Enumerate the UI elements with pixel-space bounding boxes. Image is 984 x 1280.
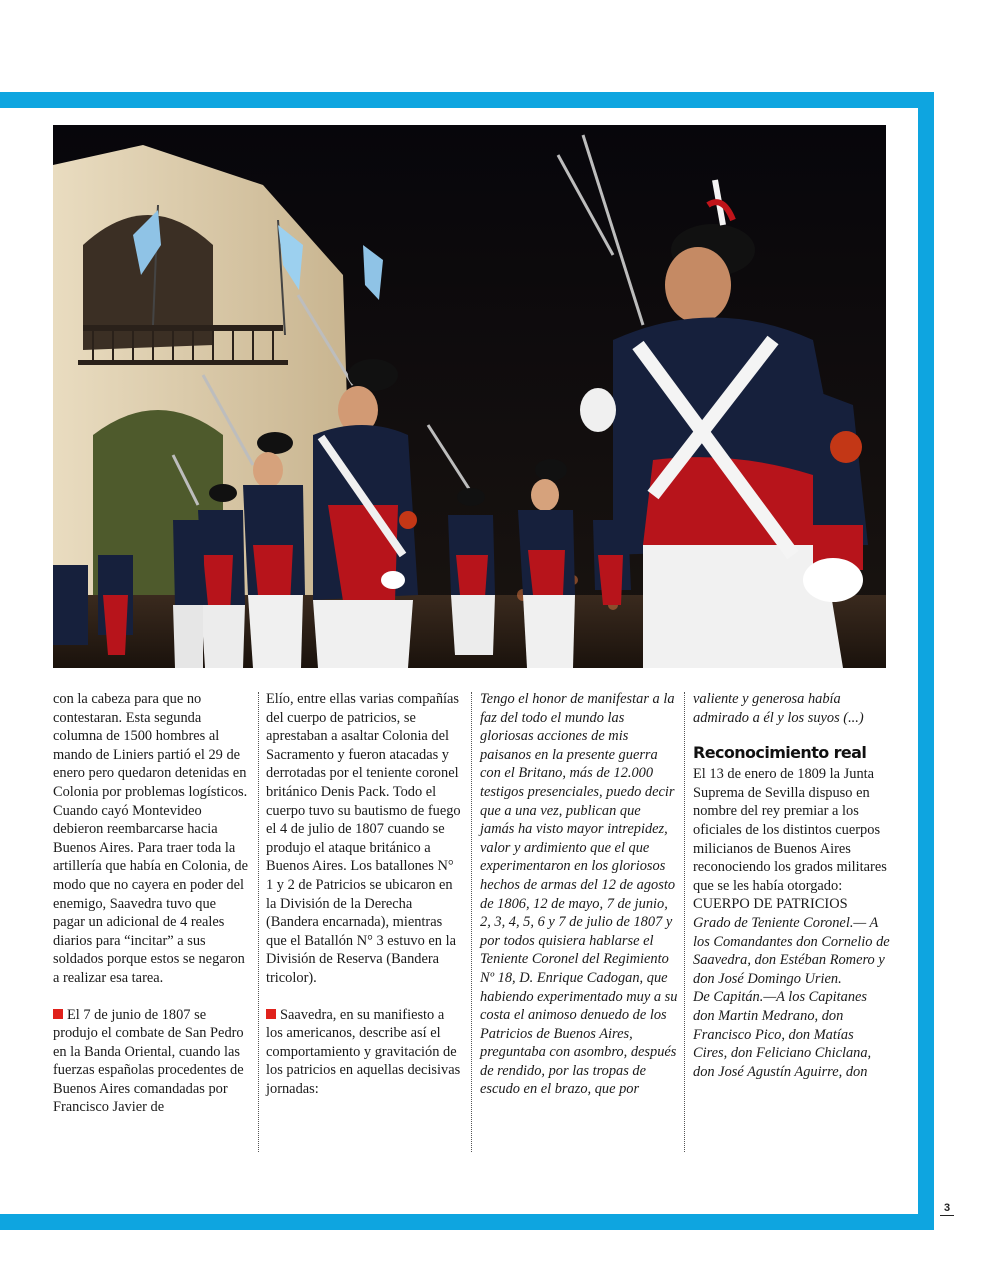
quote-paragraph: Tengo el honor de manifestar a la faz del todo el mundo las gloriosas acciones de mis paisanos en la presente guerra con el Britano, más de 12.000 testigos presenciales, puedo decir que a una vez, publican que jamás ha visto mayor intrepidez, valor y ardimiento que el que experimentaron en los gloriosos hechos de armas del 12 de agosto de 1806, 12 de mayo, 7 de junio, 2, 3, 4, 5, 6 y 7 de julio de 1807 y por todos quisiera hablarse el Teniente Coronel del Regimiento Nº 18, D. Enrique Cadogan, que habiendo experimentado muy a su costa el animoso denuedo de los Patricios de Buenos Aires, preguntaba con asombro, después de rendido, por las tropas de escudo en el brazo, que por — [480, 691, 678, 1098]
paragraph — [266, 1006, 464, 1099]
paragraph — [53, 1006, 251, 1118]
text-column-2 — [266, 690, 464, 1160]
quote-ending: valiente y generosa había admirado a él y los suyos (...) — [693, 691, 864, 726]
column-divider — [258, 692, 259, 1152]
text-column-4 — [693, 690, 891, 1160]
page-number: 3 — [940, 1202, 954, 1216]
red-square-bullet-icon — [266, 1009, 276, 1019]
paragraph: El 13 de enero de 1809 la Junta Suprema de Sevilla dispuso en nombre del rey premiar a los oficiales de los distintos cuerpos milicianos de Buenos Aires reconociendo los grados militares que se les había otorgado: — [693, 766, 887, 894]
paragraph-text: El 7 de junio de 1807 se produjo el combate de San Pedro en la Banda Oriental, cuando las fuerzas españolas procedentes de Buenos Aires comandadas por Francisco Javier de — [53, 1006, 244, 1116]
column-divider — [684, 692, 685, 1152]
text-column-3 — [480, 690, 678, 1160]
photo-icon — [53, 125, 886, 668]
frame-top-bar — [0, 92, 934, 108]
frame-bottom-bar — [0, 1214, 934, 1230]
corps-title: CUERPO DE PATRICIOS — [693, 896, 848, 913]
section-heading: Reconocimiento real — [693, 743, 867, 763]
grade-entry: De Capitán.—A los Capitanes don Martin Medrano, don Francisco Pico, don Matías Cires, don Feliciano Chiclana, don José Agustín Aguirre, don — [693, 989, 872, 1080]
paragraph: Elío, entre ellas varias compañías del cuerpo de patricios, se aprestaban a asaltar Colonia del Sacramento y fueron atacadas y derrotadas por el teniente coronel británico Denis Pack. Todo el cuerpo tuvo su bautismo de fuego el 4 de julio de 1807 cuando se produjo el ataque británico a Buenos Aires. Los batallones N° 1 y 2 de Patricios se ubicaron en la División de la Derecha (Bandera encarnada), mientras que el Batallón N° 3 estuvo en la División de Reserva (Bandera tricolor). — [266, 691, 461, 986]
frame-right-bar — [918, 92, 934, 1230]
grade-entry: Grado de Teniente Coronel.— A los Comandantes don Cornelio de Saavedra, don Estéban Romero y don José Domingo Urien. — [693, 914, 890, 987]
paragraph: con la cabeza para que no contestaran. Esta segunda columna de 1500 hombres al mando de Liniers partió el 29 de enero pero quedaron detenidas en Colonia por problemas logísticos. Cuando cayó Montevideo debieron reembarcarse hacia Buenos Aires. Para traer toda la artillería que había en Colonia, de modo que no cayera en poder del enemigo, Saavedra tuvo que pagar un adicional de 4 reales diarios para “incitar” a sus soldados porque estos se negaron a realizar esa tarea. — [53, 691, 248, 986]
paragraph-text: Saavedra, en su manifiesto a los americanos, describe así el comportamiento y gravitación de los patricios en aquellas decisivas jornadas: — [266, 1006, 461, 1097]
text-column-1 — [53, 690, 251, 1160]
red-square-bullet-icon — [53, 1009, 63, 1019]
photo-patricios-parade — [53, 125, 886, 668]
column-divider — [471, 692, 472, 1152]
